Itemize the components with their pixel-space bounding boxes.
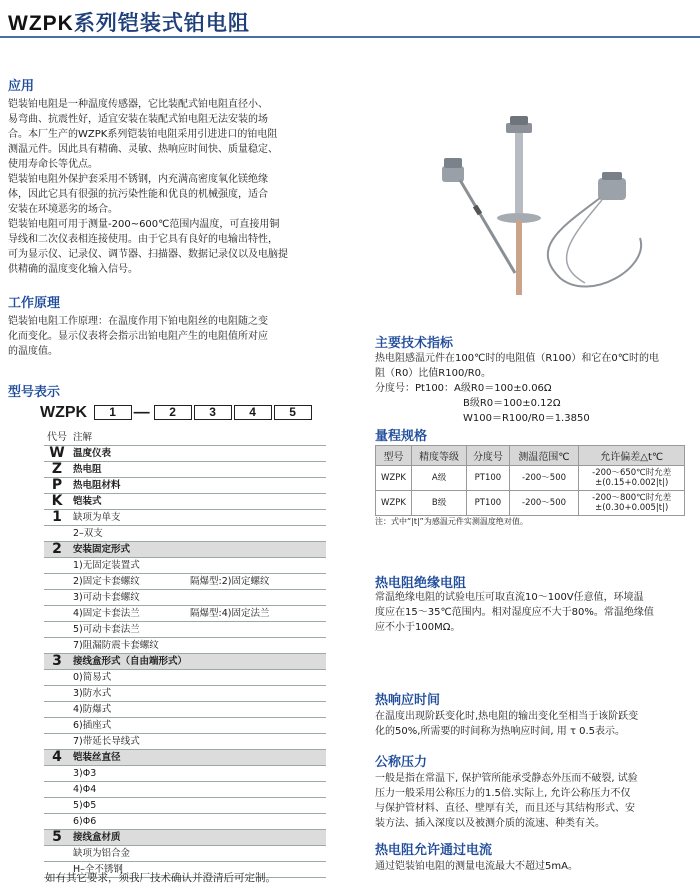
code-row xyxy=(44,654,326,670)
code-description xyxy=(70,686,326,701)
code-row xyxy=(44,526,326,542)
code-description xyxy=(70,542,326,557)
code-description xyxy=(70,750,326,765)
code-cell: W xyxy=(49,445,65,461)
cell-range: -200～500 xyxy=(509,491,579,516)
code-description xyxy=(70,670,326,685)
probe-right-image xyxy=(548,172,641,287)
code-cell xyxy=(44,766,70,781)
code-description xyxy=(70,766,326,781)
specs-text xyxy=(375,351,695,426)
code-description-text: H–全不锈钢 xyxy=(73,864,123,875)
tolerance-line: -200～800℃时允差 xyxy=(592,493,672,503)
response-heading: 热响应时间 xyxy=(375,693,441,708)
code-cell xyxy=(44,574,70,589)
pressure-line: 一般是指在常温下, 保护管所能承受静态外压而不破裂, 试验 xyxy=(375,773,638,784)
code-description xyxy=(70,478,326,493)
code-description xyxy=(70,654,326,669)
application-heading: 应用 xyxy=(8,79,35,94)
principle-line: 化而变化。显示仪表将会指示出铂电阻产生的电阻值所对应 xyxy=(8,331,268,342)
code-cell xyxy=(44,782,70,797)
code-row xyxy=(44,622,326,638)
col-model: 型号 xyxy=(376,446,412,466)
code-row xyxy=(44,478,326,494)
code-description-text: 2–双支 xyxy=(73,528,103,539)
specs-line: W100＝R100/R0＝1.3850 xyxy=(463,413,590,424)
range-heading: 量程规格 xyxy=(375,429,428,444)
code-description-text: 安装固定形式 xyxy=(73,544,131,555)
code-description-text: 注解 xyxy=(73,432,93,443)
code-cell xyxy=(44,702,70,717)
cell-graduation: PT100 xyxy=(467,466,509,491)
pressure-heading: 公称压力 xyxy=(375,755,428,770)
footer-note: 如有其它要求，须我厂技术确认并澄清后可定制。 xyxy=(45,872,276,884)
code-description-text: 3)可动卡套螺纹 xyxy=(73,592,140,603)
code-cell: K xyxy=(51,493,63,509)
code-description-text: 热电阻 xyxy=(73,464,102,475)
application-line: 铠装铂电阻可用于测量-200~600℃范围内温度，可直接用铜 xyxy=(8,219,280,230)
code-row xyxy=(44,558,326,574)
code-description xyxy=(70,622,326,637)
code-description-text: 4)防爆式 xyxy=(73,704,112,715)
code-cell xyxy=(44,814,70,829)
code-description xyxy=(70,830,326,845)
code-description xyxy=(70,846,326,861)
code-cell: P xyxy=(51,477,63,493)
code-row xyxy=(44,798,326,814)
code-description-text: 缺项为铝合金 xyxy=(73,848,131,859)
code-cell: 2 xyxy=(52,541,62,557)
code-row xyxy=(44,670,326,686)
code-description xyxy=(70,718,326,733)
explosion-proof-note: 隔爆型:4)固定法兰 xyxy=(190,608,270,619)
title-bar xyxy=(0,0,700,40)
code-description xyxy=(70,574,326,589)
code-cell xyxy=(44,686,70,701)
code-description-text: 3)Φ3 xyxy=(73,768,97,779)
application-line: 铠装铂电阻是一种温度传感器，它比装配式铂电阻直径小、 xyxy=(8,99,268,110)
code-description-text: 1)无固定装置式 xyxy=(73,560,140,571)
code-description-text: 7)阻漏防震卡套螺纹 xyxy=(73,640,159,651)
code-row xyxy=(44,830,326,846)
model-box-4: 4 xyxy=(234,405,272,420)
specs-line: B级R0＝100±0.12Ω xyxy=(463,398,561,409)
code-row xyxy=(44,814,326,830)
cell-accuracy: B级 xyxy=(411,491,466,516)
cell-tolerance xyxy=(579,491,685,516)
application-line: 导线和二次仪表相连接使用。由于它具有良好的电输出特性， xyxy=(8,234,278,245)
code-description xyxy=(70,814,326,829)
code-row xyxy=(44,686,326,702)
response-line: 化的50%,所需要的时间称为热响应时间, 用 τ 0.5表示。 xyxy=(375,726,626,737)
pressure-line: 压力一般采用公称压力的1.5倍.实际上, 允许公称压力不仅 xyxy=(375,788,631,799)
code-cell: Z xyxy=(51,461,63,477)
code-row xyxy=(44,590,326,606)
code-row xyxy=(44,430,326,446)
code-row xyxy=(44,510,326,526)
specs-line: 阻（R0）比值R100/R0。 xyxy=(375,368,492,379)
model-code-table xyxy=(44,430,326,878)
code-description xyxy=(70,526,326,541)
code-row xyxy=(44,734,326,750)
code-row xyxy=(44,638,326,654)
pressure-line: 与保护管材料、直径、壁厚有关，而且还与其结构形式、安 xyxy=(375,803,635,814)
code-cell: 5 xyxy=(52,829,62,845)
code-cell: 代号 xyxy=(47,432,67,443)
application-line: 安装在环境恶劣的场合。 xyxy=(8,204,118,215)
code-row xyxy=(44,766,326,782)
code-description xyxy=(70,494,326,509)
application-line: 易弯曲、抗震性好，适宜安装在装配式铂电阻无法安装的场 xyxy=(8,114,268,125)
code-description-text: 接线盒材质 xyxy=(73,832,121,843)
insulation-heading: 热电阻绝缘电阻 xyxy=(375,576,467,591)
code-row xyxy=(44,462,326,478)
code-row xyxy=(44,750,326,766)
code-cell: 3 xyxy=(52,653,62,669)
title-text: 系列铠装式铂电阻 xyxy=(73,11,250,35)
code-description-text: 铠装式 xyxy=(73,496,102,507)
title-divider xyxy=(0,36,700,38)
application-line: 供精确的温度变化输入信号。 xyxy=(8,264,138,275)
application-line: 合。本厂生产的WZPK系列铠装铂电阻采用引进进口的铂电阻 xyxy=(8,129,278,140)
specs-heading: 主要技术指标 xyxy=(375,336,454,351)
cell-model: WZPK xyxy=(376,491,412,516)
code-description-text: 5)Φ5 xyxy=(73,800,97,811)
code-row xyxy=(44,446,326,462)
code-description xyxy=(70,638,326,653)
code-description xyxy=(70,606,326,621)
code-row xyxy=(44,702,326,718)
principle-text xyxy=(8,314,343,359)
tolerance-line: -200～650℃时允差 xyxy=(592,468,672,478)
current-text xyxy=(375,859,695,874)
application-line: 测温元件。因此具有精确、灵敏、热响应时间快、质量稳定、 xyxy=(8,144,278,155)
code-description xyxy=(70,702,326,717)
principle-heading: 工作原理 xyxy=(8,296,61,311)
code-description xyxy=(70,430,326,445)
code-description-text: 温度仪表 xyxy=(73,448,112,459)
code-cell xyxy=(44,670,70,685)
code-row xyxy=(44,542,326,558)
code-description-text: 0)简易式 xyxy=(73,672,112,683)
principle-line: 铠装铂电阻工作原理：在温度作用下铂电阻丝的电阻随之变 xyxy=(8,316,268,327)
cell-range: -200～500 xyxy=(509,466,579,491)
col-accuracy: 精度等级 xyxy=(411,446,466,466)
code-cell xyxy=(44,846,70,861)
cell-tolerance xyxy=(579,466,685,491)
model-code xyxy=(40,404,312,422)
code-description-text: 6)插座式 xyxy=(73,720,112,731)
code-description xyxy=(70,782,326,797)
model-box-5: 5 xyxy=(274,405,312,420)
insulation-line: 应不小于100MΩ。 xyxy=(375,622,461,633)
code-row xyxy=(44,718,326,734)
code-description-text: 4)Φ4 xyxy=(73,784,97,795)
response-line: 在温度出现阶跃变化时,热电阻的输出变化至相当于该阶跃变 xyxy=(375,711,639,722)
code-cell xyxy=(44,718,70,733)
code-cell xyxy=(44,638,70,653)
pressure-line: 装方法、插入深度以及被测介质的流速、种类有关。 xyxy=(375,818,605,829)
code-cell: 4 xyxy=(52,749,62,765)
code-cell xyxy=(44,558,70,573)
range-table xyxy=(375,445,685,516)
code-cell xyxy=(44,590,70,605)
principle-line: 的温度值。 xyxy=(8,346,58,357)
insulation-line: 常温绝缘电阻的试验电压可取直流10～100V任意值，环境温 xyxy=(375,592,644,603)
code-description-text: 5)可动卡套法兰 xyxy=(73,624,140,635)
code-description-text: 热电阻材料 xyxy=(73,480,121,491)
application-line: 使用寿命长等优点。 xyxy=(8,159,98,170)
specs-line: 分度号：Pt100：A级R0＝100±0.06Ω xyxy=(375,383,552,394)
code-description-text: 2)固定卡套螺纹 xyxy=(73,576,140,587)
code-description xyxy=(70,510,326,525)
code-description xyxy=(70,462,326,477)
response-text xyxy=(375,709,695,739)
code-description xyxy=(70,590,326,605)
cell-graduation: PT100 xyxy=(467,491,509,516)
code-description xyxy=(70,558,326,573)
code-description-text: 铠装丝直径 xyxy=(73,752,121,763)
model-dash: — xyxy=(133,404,150,421)
insulation-line: 度应在15～35℃范围内。相对湿度应不大于80%。常温绝缘值 xyxy=(375,607,654,618)
model-heading: 型号表示 xyxy=(8,385,61,400)
code-description xyxy=(70,734,326,749)
col-range: 测温范围℃ xyxy=(509,446,579,466)
application-line: 可为显示仪、记录仪、调节器、扫描器、数据记录仪以及电脑提 xyxy=(8,249,288,260)
cell-accuracy: A级 xyxy=(411,466,466,491)
application-line: 体，因此它具有很强的抗污染性能和优良的机械强度，适合 xyxy=(8,189,268,200)
pressure-text xyxy=(375,771,695,831)
page-title xyxy=(8,7,250,37)
code-row xyxy=(44,606,326,622)
code-cell: 1 xyxy=(52,509,62,525)
code-description-text: 6)Φ6 xyxy=(73,816,97,827)
col-graduation: 分度号 xyxy=(467,446,509,466)
model-prefix: WZPK xyxy=(40,404,88,421)
insulation-text xyxy=(375,590,695,635)
product-photo xyxy=(420,78,690,318)
code-description xyxy=(70,446,326,461)
model-box-3: 3 xyxy=(194,405,232,420)
current-heading: 热电阻允许通过电流 xyxy=(375,843,493,858)
code-description xyxy=(70,798,326,813)
table-row xyxy=(376,466,685,491)
application-text xyxy=(8,97,343,277)
code-description-text: 4)固定卡套法兰 xyxy=(73,608,140,619)
tolerance-line: ±(0.30+0.005|t|) xyxy=(595,503,669,513)
code-description-text: 3)防水式 xyxy=(73,688,112,699)
code-description-text: 接线盒形式（自由端形式） xyxy=(73,656,188,667)
code-cell xyxy=(44,526,70,541)
code-description-text: 缺项为单支 xyxy=(73,512,121,523)
application-line: 铠装铂电阻外保护套采用不锈钢，内充满高密度氧化镁绝缘 xyxy=(8,174,268,185)
code-cell xyxy=(44,622,70,637)
model-box-2: 2 xyxy=(154,405,192,420)
range-note: 注：式中“|t|”为感温元件实测温度绝对值。 xyxy=(375,517,528,526)
code-row xyxy=(44,494,326,510)
code-cell xyxy=(44,606,70,621)
current-line: 通过铠装铂电阻的测量电流最大不超过5mA。 xyxy=(375,861,578,872)
code-description-text: 7)带延长导线式 xyxy=(73,736,140,747)
table-row xyxy=(376,491,685,516)
tolerance-line: ±(0.15+0.002|t|) xyxy=(595,478,669,488)
col-tolerance: 允许偏差△t℃ xyxy=(579,446,685,466)
probe-middle-image xyxy=(497,116,541,295)
code-row xyxy=(44,574,326,590)
code-row xyxy=(44,782,326,798)
title-brand: WZPK xyxy=(8,12,74,35)
code-cell xyxy=(44,734,70,749)
explosion-proof-note: 隔爆型:2)固定螺纹 xyxy=(190,576,270,587)
specs-line: 热电阻感温元件在100℃时的电阻值（R100）和它在0℃时的电 xyxy=(375,353,659,364)
code-cell xyxy=(44,798,70,813)
range-table-header xyxy=(376,446,685,466)
cell-model: WZPK xyxy=(376,466,412,491)
code-row xyxy=(44,846,326,862)
model-box-1: 1 xyxy=(94,405,132,420)
